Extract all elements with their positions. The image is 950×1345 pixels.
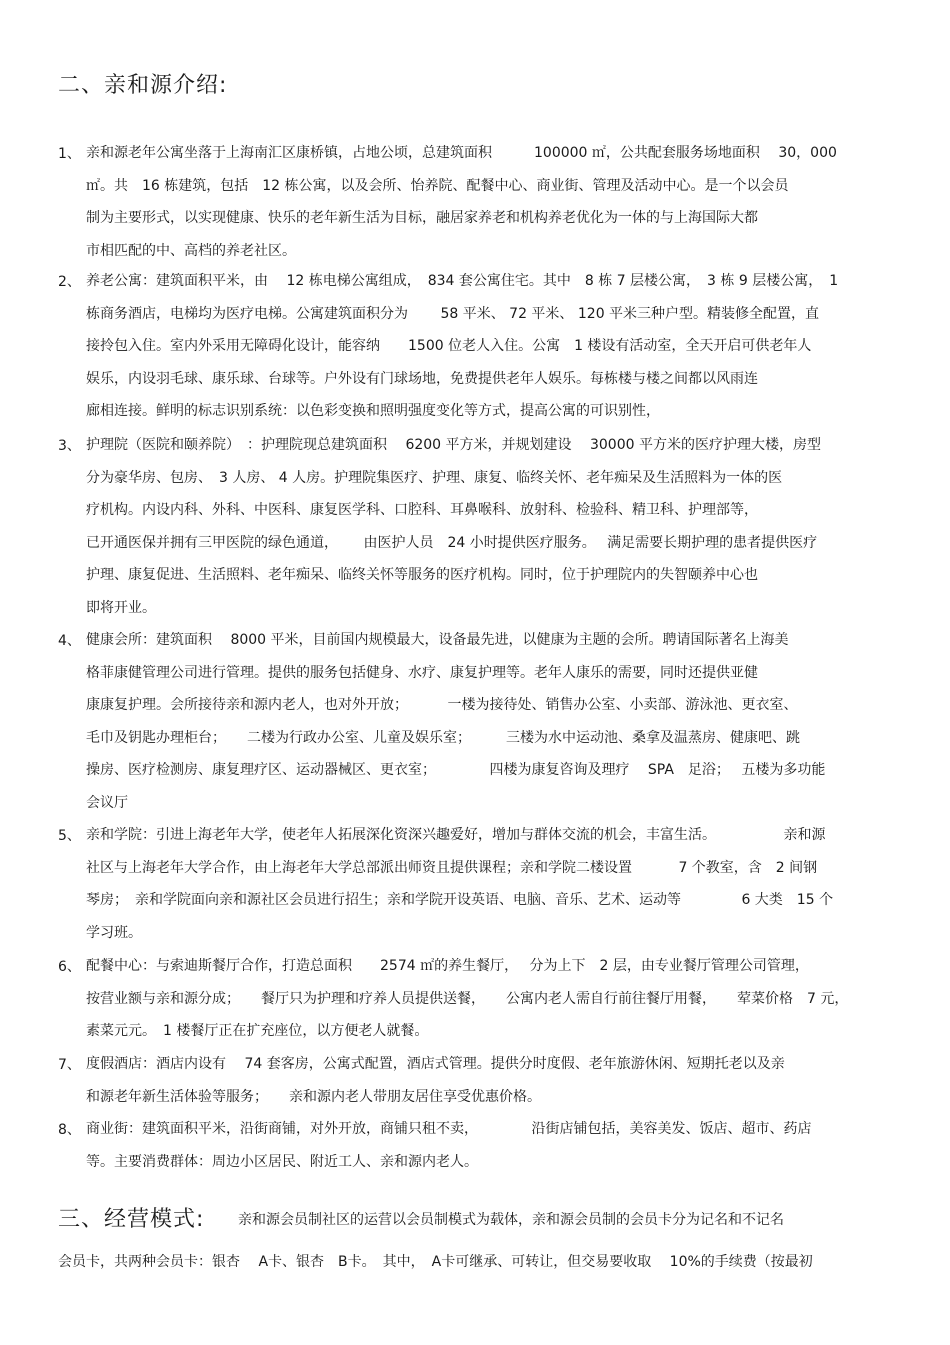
item-number: 6、	[58, 959, 81, 975]
item-number: 7、	[58, 1057, 81, 1073]
item-number: 8、	[58, 1122, 81, 1138]
item-text-line: 已开通医保并拥有三甲医院的绿色通道， 由医护人员 24 小时提供医疗服务。 满足需要长期护理的患者提供医疗	[86, 534, 818, 551]
item-text-line: 接拎包入住。室内外采用无障碍化设计，能容纳 1500 位老人入住。公寓 1 楼设有活动室，全天开启可供老年人	[86, 338, 812, 355]
item-number: 1、	[58, 146, 81, 162]
item-text-line: 学习班。	[86, 924, 142, 941]
item-text-line: 制为主要形式，以实现健康、快乐的老年新生活为目标，融居家养老和机构养老优化为一体的与上海国际大都	[86, 210, 758, 227]
item-text-line: 度假酒店：酒店内设有 74 套客房，公寓式配置，酒店式管理。提供分时度假、老年旅游休闲、短期托老以及亲	[86, 1056, 785, 1072]
section-3-heading: 三、经营模式:	[58, 1207, 205, 1232]
item-text-line: 廊相连接。鲜明的标志识别系统：以色彩变换和照明强度变化等方式，提高公寓的可识别性，	[86, 403, 660, 420]
section-3-text-line: 会员卡，共两种会员卡：银杏 A卡、银杏 B卡。 其中， A卡可继承、可转让，但交易要收取 10%的手续费（按最初	[58, 1254, 813, 1270]
item-number: 5、	[58, 828, 81, 844]
item-text-line: 按营业额与亲和源分成； 餐厅只为护理和疗养人员提供送餐， 公寓内老人需自行前往餐厅用餐， 荤菜价格 7 元，	[86, 990, 849, 1007]
item-text-line: 护理、康复促进、生活照料、老年痴呆、临终关怀等服务的医疗机构。同时，位于护理院内的失智颐养中心也	[86, 567, 758, 584]
item-text-line: 栋商务酒店，电梯均为医疗电梯。公寓建筑面积分为 58 平米、 72 平米、 120 平米三种户型。精装修全配置，直	[86, 305, 820, 322]
item-text-line: ㎡。共 16 栋建筑，包括 12 栋公寓，以及会所、怡养院、配餐中心、商业街、管理及活动中心。是一个以会员	[86, 177, 789, 194]
item-text-line: 即将开业。	[86, 600, 156, 616]
item-number: 3、	[58, 438, 81, 454]
item-text-line: 康康复护理。会所接待亲和源内老人，也对外开放； 一楼为接待处、销售办公室、小卖部、游泳池、更衣室、	[86, 697, 798, 714]
item-text-line: 会议厅	[86, 795, 128, 811]
item-text-line: 素菜元元。 1 楼餐厅正在扩充座位，以方便老人就餐。	[86, 1023, 429, 1040]
item-text-line: 娱乐，内设羽毛球、康乐球、台球等。户外设有门球场地，免费提供老年人娱乐。每栋楼与楼之间都以风雨连	[86, 370, 758, 387]
item-text-line: 护理院（医院和颐养院） ：护理院现总建筑面积 6200 平方米，并规划建设 30000 平方米的医疗护理大楼，房型	[86, 437, 821, 453]
item-text-line: 和源老年新生活体验等服务； 亲和源内老人带朋友居住享受优惠价格。	[86, 1088, 541, 1105]
item-text-line: 格菲康健管理公司进行管理。提供的服务包括健身、水疗、康复护理等。老年人康乐的需要，同时还提供亚健	[86, 664, 758, 681]
item-text-line: 亲和源老年公寓坐落于上海南汇区康桥镇，占地公顷，总建筑面积 100000 ㎡，公共配套服务场地面积 30，000	[86, 145, 837, 161]
section-2-heading: 二、亲和源介绍:	[58, 73, 228, 98]
section-3-lead-text: 亲和源会员制社区的运营以会员制模式为载体，亲和源会员制的会员卡分为记名和不记名	[238, 1212, 784, 1228]
item-text-line: 商业街：建筑面积平米，沿街商铺，对外开放，商铺只租不卖， 沿街店铺包括，美容美发、饭店、超市、药店	[86, 1121, 812, 1137]
item-text-line: 亲和学院：引进上海老年大学，使老年人拓展深化资深兴趣爱好，增加与群体交流的机会，丰富生活。 亲和源	[86, 827, 826, 843]
item-text-line: 分为豪华房、包房、 3 人房、 4 人房。护理院集医疗、护理、康复、临终关怀、老年痴呆及生活照料为一体的医	[86, 469, 783, 486]
item-text-line: 毛巾及钥匙办理柜台； 二楼为行政办公室、儿童及娱乐室； 三楼为水中运动池、桑拿及温蒸房、健康吧、跳	[86, 729, 800, 746]
item-text-line: 疗机构。内设内科、外科、中医科、康复医学科、口腔科、耳鼻喉科、放射科、检验科、精卫科、护理部等，	[86, 502, 758, 519]
item-text-line: 操房、医疗检测房、康复理疗区、运动器械区、更衣室； 四楼为康复咨询及理疗 SPA 足浴； 五楼为多功能	[86, 762, 826, 779]
item-text-line: 养老公寓：建筑面积平米，由 12 栋电梯公寓组成， 834 套公寓住宅。其中 8 栋 7 层楼公寓， 3 栋 9 层楼公寓， 1	[86, 273, 839, 289]
item-text-line: 配餐中心：与索迪斯餐厅合作，打造总面积 2574 ㎡的养生餐厅， 分为上下 2 层，由专业餐厅管理公司管理，	[86, 958, 809, 974]
item-text-line: 社区与上海老年大学合作，由上海老年大学总部派出师资且提供课程；亲和学院二楼设置 7 个教室，含 2 间钢	[86, 859, 818, 876]
item-text-line: 市相匹配的中、高档的养老社区。	[86, 242, 296, 259]
item-text-line: 琴房； 亲和学院面向亲和源社区会员进行招生；亲和学院开设英语、电脑、音乐、艺术、运动等 6 大类 15 个	[86, 892, 834, 909]
item-number: 4、	[58, 633, 81, 649]
item-text-line: 等。主要消费群体：周边小区居民、附近工人、亲和源内老人。	[86, 1153, 478, 1170]
item-number: 2、	[58, 274, 81, 290]
item-text-line: 健康会所：建筑面积 8000 平米，目前国内规模最大，设备最先进，以健康为主题的会所。聘请国际著名上海美	[86, 632, 789, 648]
